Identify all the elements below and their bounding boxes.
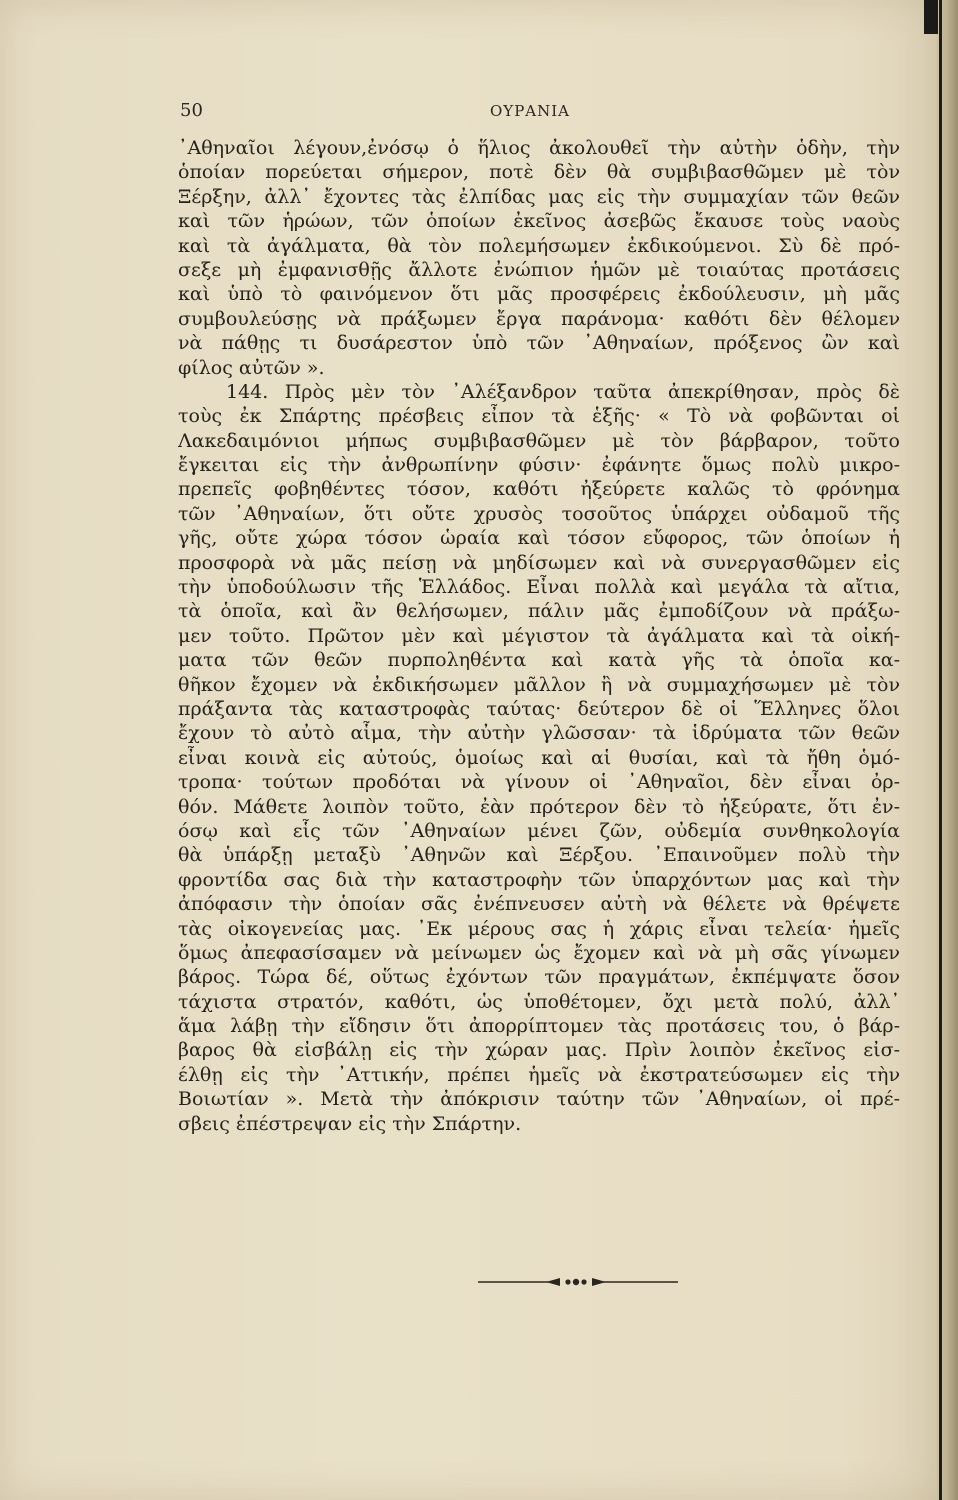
text-line: μεν τοῦτο. Πρῶτον μὲν καὶ μέγιστον τὰ ἀγάλματα καὶ τὰ οἰκή- — [178, 624, 900, 647]
text-line: συμβουλεύσῃς νὰ πράξωμεν ἔργα παράνομα· καθότι δὲν θέλομεν — [178, 307, 900, 330]
text-line: καὶ τῶν ἡρώων, τῶν ὁποίων ἐκεῖνος ἀσεβῶς ἔκαυσε τοὺς ναοὺς — [178, 210, 900, 233]
text-line: ὅμως ἀπεφασίσαμεν νὰ μείνωμεν ὡς ἔχομεν καὶ νὰ μὴ σᾶς γίνωμεν — [178, 941, 900, 964]
text-line: όσῳ καὶ εἷς τῶν ᾿Αθηναίων μένει ζῶν, οὐδεμία συνθηκολογία — [178, 819, 900, 842]
text-line: θῆκον ἔχομεν νὰ ἐκδικήσωμεν μᾶλλον ἢ νὰ συμμαχήσωμεν μὲ τὸν — [178, 673, 900, 696]
end-ornament-icon — [478, 1276, 678, 1288]
text-line: Ξέρξην, ἀλλ᾿ ἔχοντες τὰς ἐλπίδας μας εἰς τὴν συμμαχίαν τῶν θεῶν — [178, 185, 900, 208]
text-line: θόν. Μάθετε λοιπὸν τοῦτο, ἐὰν πρότερον δὲν τὸ ἠξεύρατε, ὅτι ἐν- — [178, 795, 900, 818]
running-title: ΟΥΡΑΝΙΑ — [490, 102, 571, 120]
text-line: γῆς, οὔτε χώρα τόσον ὡραία καὶ τόσον εὔφορος, τῶν ὁποίων ἡ — [178, 527, 900, 550]
text-line: ᾿Αθηναῖοι λέγουν,ἐνόσῳ ὁ ἥλιος ἀκολουθεῖ τὴν αὐτὴν ὁδὴν, τὴν — [178, 137, 900, 159]
text-line: προσφορὰ νὰ μᾶς πείσῃ νὰ μηδίσωμεν καὶ νὰ συνεργασθῶμεν εἰς — [178, 551, 900, 574]
text-line: φίλος αὐτῶν ». — [178, 356, 325, 379]
text-line: πρεπεῖς φοβηθέντες τόσον, καθότι ἠξεύρετε καλῶς τὸ φρόνημα — [178, 478, 900, 501]
text-line: ὁποίαν πορεύεται σήμερον, ποτὲ δὲν θὰ συμβιβασθῶμεν μὲ τὸν — [178, 161, 900, 184]
text-line: τοὺς ἐκ Σπάρτης πρέσβεις εἶπον τὰ ἑξῆς· « Τὸ νὰ φοβῶνται οἱ — [178, 405, 900, 428]
text-line: τὰ ὁποῖα, καὶ ἂν θελήσωμεν, πάλιν μᾶς ἐμποδίζουν νὰ πράξω- — [178, 600, 900, 623]
text-line: ἔγκειται εἰς τὴν ἀνθρωπίνην φύσιν· ἐφάνητε ὅμως πολὺ μικρο- — [178, 454, 900, 477]
text-line: βάρος. Τώρα δέ, οὕτως ἐχόντων τῶν πραγμάτων, ἐκπέμψατε ὅσον — [178, 966, 900, 989]
page-number: 50 — [180, 100, 203, 121]
text-line: τῶν ᾿Αθηναίων, ὅτι οὔτε χρυσὸς τοσοῦτος ὑπάρχει οὐδαμοῦ τῆς — [178, 502, 900, 525]
text-line: σεξε μὴ ἐμφανισθῇς ἄλλοτε ἐνώπιον ἡμῶν μὲ τοιαύτας προτάσεις — [178, 258, 900, 281]
spine-tab — [924, 0, 938, 34]
text-line: φροντίδα σας διὰ τὴν καταστροφὴν τῶν ὑπαρχόντων μας καὶ τὴν — [178, 868, 900, 891]
text-line: καὶ τὰ ἀγάλματα, θὰ τὸν πολεμήσωμεν ἐκδικούμενοι. Σὺ δὲ πρό- — [178, 234, 900, 257]
text-line: τὴν ὑποδούλωσιν τῆς Ἑλλάδος. Εἶναι πολλὰ καὶ μεγάλα τὰ αἴτια, — [178, 576, 900, 599]
text-line: έλθῃ εἰς τὴν ᾿Αττικήν, πρέπει ἡμεῖς νὰ ἐκστρατεύσωμεν εἰς τὴν — [178, 1063, 900, 1086]
text-line: εἶναι κοινὰ εἰς αὐτούς, ὁμοίως καὶ αἱ θυσίαι, καὶ τὰ ἤθη ὁμό- — [178, 746, 900, 769]
text-line: τάχιστα στρατόν, καθότι, ὡς ὑποθέτομεν, ὄχι μετὰ πολύ, ἀλλ᾿ — [178, 990, 900, 1013]
text-line: σβεις ἐπέστρεψαν εἰς τὴν Σπάρτην. — [178, 1112, 522, 1135]
paragraph-start-line: 144. Πρὸς μὲν τὸν ᾿Αλέξανδρον ταῦτα ἀπεκρίθησαν, πρὸς δὲ — [226, 380, 900, 403]
text-line: Βοιωτίαν ». Μετὰ τὴν ἀπόκρισιν ταύτην τῶν ᾿Αθηναίων, οἱ πρέ- — [178, 1088, 900, 1111]
text-line: ἅμα λάβῃ τὴν εἴδησιν ὅτι ἀπορρίπτομεν τὰς προτάσεις του, ὁ βάρ- — [178, 1015, 900, 1038]
text-line: τροπα· τούτων προδόται νὰ γίνουν οἱ ᾿Αθηναῖοι, δὲν εἶναι ὀρ- — [178, 771, 900, 794]
text-line: τὰς οἰκογενείας μας. ᾿Εκ μέρους σας ἡ χάρις εἶναι τελεία· ἡμεῖς — [178, 917, 900, 940]
page-header — [180, 100, 900, 128]
text-line: βαρος θὰ εἰσβάλῃ εἰς τὴν χώραν μας. Πρὶν λοιπὸν ἐκεῖνος εἰσ- — [178, 1039, 900, 1062]
text-line: ματα τῶν θεῶν πυρποληθέντα καὶ κατὰ γῆς τὰ ὁποῖα κα- — [178, 649, 900, 672]
spine-edge — [939, 0, 942, 1500]
text-line: καὶ ὑπὸ τὸ φαινόμενον ὅτι μᾶς προσφέρεις ἐκδούλευσιν, μὴ μᾶς — [178, 283, 900, 306]
text-line: ἔχουν τὸ αὐτὸ αἷμα, τὴν αὐτὴν γλῶσσαν· τὰ ἱδρύματα τῶν θεῶν — [178, 722, 900, 745]
text-line: θὰ ὑπάρξῃ μεταξὺ ᾿Αθηνῶν καὶ Ξέρξου. ᾿Επαινοῦμεν πολὺ τὴν — [178, 844, 900, 867]
text-line: ἀπόφασιν τὴν ὁποίαν σᾶς ἐνέπνευσεν αὐτὴ νὰ θέλετε νὰ θρέψετε — [178, 893, 900, 916]
text-line: Λακεδαιμόνιοι μήπως συμβιβασθῶμεν μὲ τὸν βάρβαρον, τοῦτο — [178, 429, 900, 452]
body-text — [178, 136, 900, 1136]
text-line: νὰ πάθῃς τι δυσάρεστον ὑπὸ τῶν ᾿Αθηναίων, πρόξενος ὢν καὶ — [178, 332, 900, 355]
text-line: πράξαντα τὰς καταστροφὰς ταύτας· δεύτερον δὲ οἱ Ἕλληνες ὅλοι — [178, 697, 900, 720]
